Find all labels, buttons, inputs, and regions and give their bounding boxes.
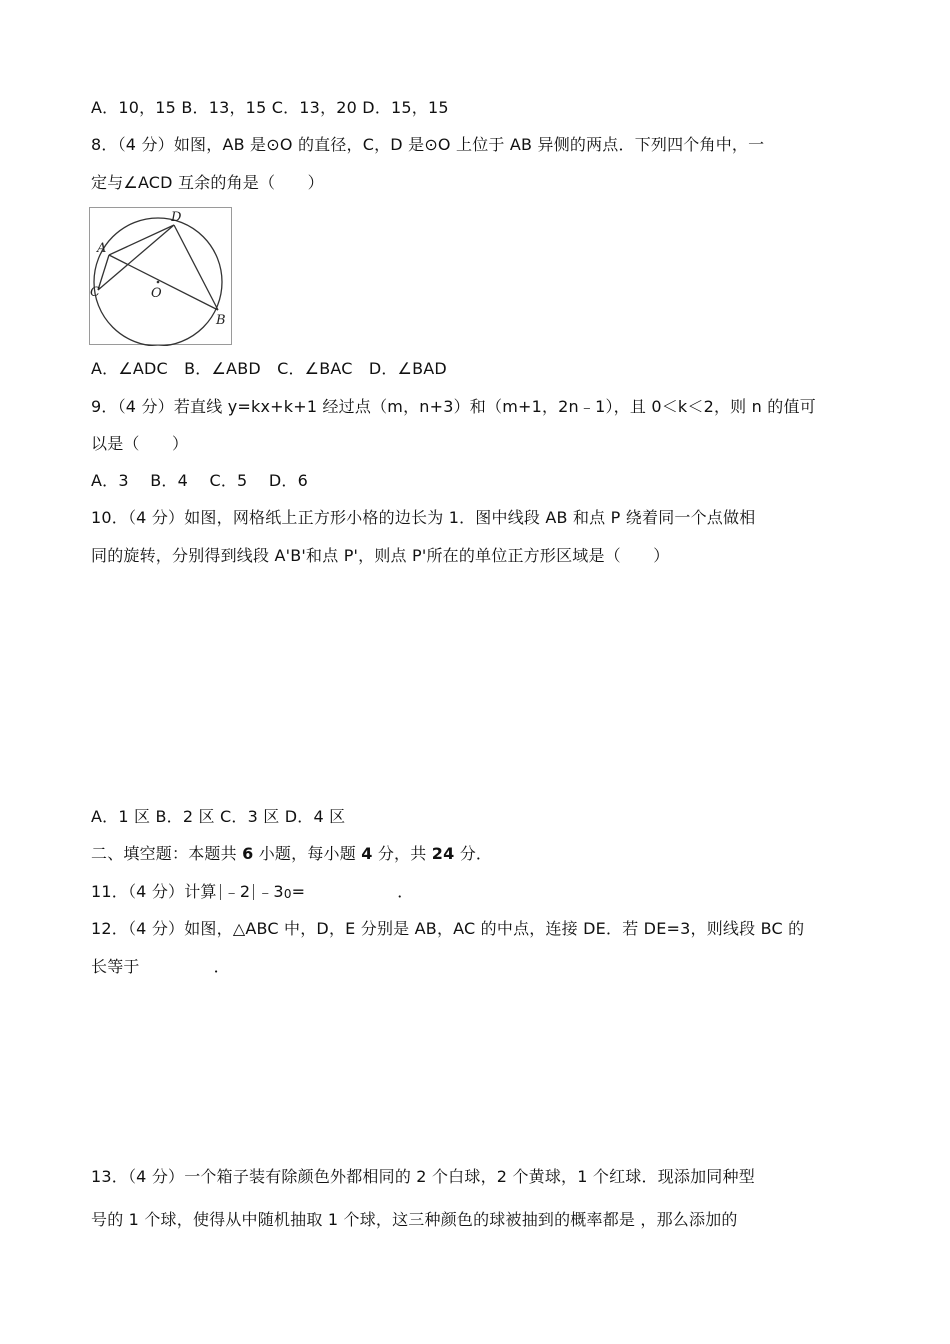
section2-prefix: 二、填空题：本题共 (91, 844, 243, 863)
label-d: D (171, 210, 182, 225)
circle-diagram (90, 208, 233, 346)
q8-line1: 8．（4 分）如图，AB 是⊙O 的直径，C，D 是⊙O 上位于 AB 异侧的两点．下列四个角中，一 (91, 135, 765, 154)
section2-mid: 小题，每小题 (253, 844, 362, 863)
section2-total: 24 (431, 844, 455, 863)
label-b: B (216, 313, 226, 328)
section2-suffix: 分． (454, 844, 493, 863)
q9-line2: 以是（ ） (91, 434, 189, 453)
label-o: O (151, 286, 162, 301)
q8-options: A．∠ADC B．∠ABD C．∠BAC D．∠BAD (91, 359, 447, 378)
q11-mid: ﹣3 (257, 882, 284, 901)
abs-bar-left (220, 884, 221, 900)
center-point (157, 281, 160, 284)
q9-line1: 9．（4 分）若直线 y=kx+k+1 经过点（m，n+3）和（m+1，2n﹣1），且 0＜k＜2，则 n 的值可 (91, 397, 816, 416)
label-c: C (90, 285, 100, 300)
q10-line2: 同的旋转，分别得到线段 A'B'和点 P'，则点 P'所在的单位正方形区域是（ ） (91, 546, 670, 565)
q13-line1: 13．（4 分）一个箱子装有除颜色外都相同的 2 个白球，2 个黄球，1 个红球．现添加同种型 (91, 1167, 755, 1186)
chord-cd (98, 225, 174, 290)
q11-end: ． (397, 882, 414, 901)
section2-each: 4 (361, 844, 373, 863)
abs-bar-right (253, 884, 254, 900)
q7-options: A．10，15 B．13，15 C．13，20 D．15，15 (91, 98, 449, 117)
q12-end: ． (213, 957, 230, 976)
section2-heading (91, 843, 492, 865)
diameter-ab (109, 255, 218, 310)
chord-db (174, 225, 218, 310)
q10-options: A．1 区 B．2 区 C．3 区 D．4 区 (91, 807, 346, 826)
section2-mid2: 分，共 (372, 844, 432, 863)
q9-options: A．3 B．4 C．5 D．6 (91, 471, 308, 490)
q12-line1: 12．（4 分）如图，△ABC 中，D，E 分别是 AB，AC 的中点，连接 DE．若 DE=3，则线段 BC 的 (91, 919, 805, 938)
section2-count: 6 (242, 844, 254, 863)
q12-line2-prefix: 长等于 (91, 957, 140, 976)
q11 (91, 881, 413, 905)
q10-line1: 10．（4 分）如图，网格纸上正方形小格的边长为 1．图中线段 AB 和点 P 绕着同一个点做相 (91, 508, 756, 527)
q11-exp: 0 (283, 887, 292, 901)
q13-line2: 号的 1 个球，使得从中随机抽取 1 个球，这三种颜色的球被抽到的概率都是 ，那么添加的 (91, 1210, 738, 1229)
q11-inner: ﹣2 (223, 882, 251, 901)
label-a: A (97, 241, 107, 256)
q12-line2 (91, 956, 230, 978)
q8-line2: 定与∠ACD 互余的角是（ ） (91, 173, 324, 192)
q11-suffix: = (291, 882, 306, 901)
circle-figure (89, 207, 232, 345)
chord-ad (109, 225, 174, 255)
q11-prefix: 11．（4 分）计算 (91, 882, 217, 901)
